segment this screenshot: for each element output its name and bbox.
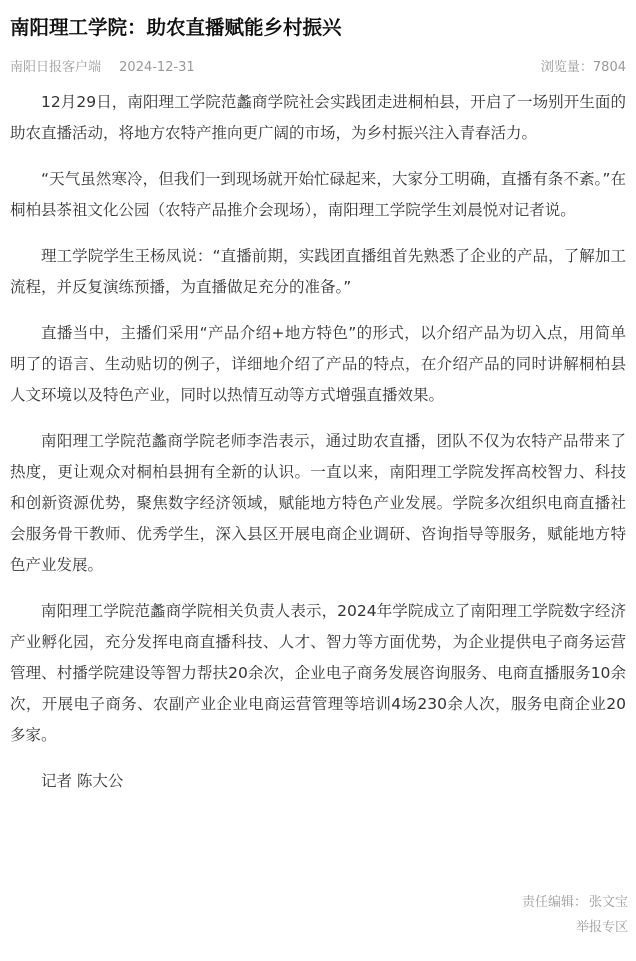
view-count-value: 7804 [592,59,626,75]
paragraph: 直播当中，主播们采用“产品介绍+地方特色”的形式，以介绍产品为切入点，用简单明了的语言、生动贴切的例子，详细地介绍了产品的特点，在介绍产品的同时讲解桐柏县人文环境以及特色产业，同时以热情互动等方式增强直播效果。 [10,324,626,404]
paragraph: 南阳理工学院范蠡商学院相关负责人表示，2024年学院成立了南阳理工学院数字经济产业孵化园，充分发挥电商直播科技、人才、智力等方面优势，为企业提供电子商务运营管理、村播学院建设等智力帮扶20余次，企业电子商务发展咨询服务、电商直播服务10余次，开展电子商务、农副产业企业电商运营管理等培训4场230余人次，服务电商企业20多家。 [10,602,626,744]
view-count [541,56,626,75]
publish-date: 2024-12-31 [119,59,195,75]
paragraph: 理工学院学生王杨凤说：“直播前期，实践团直播组首先熟悉了企业的产品，了解加工流程，并反复演练预播，为直播做足充分的准备。” [10,247,626,296]
paragraph: “天气虽然寒冷，但我们一到现场就开始忙碌起来，大家分工明确，直播有条不紊。”在桐柏县茶祖文化公园（农特产品推介会现场），南阳理工学院学生刘晨悦对记者说。 [10,170,626,219]
meta-left [10,56,195,75]
view-count-label: 浏览量： [540,59,593,75]
report-link[interactable]: 举报专区 [575,920,628,935]
article-footer [522,890,628,940]
responsible-editor [522,890,628,915]
article-meta [10,55,626,75]
editor-name: 张文宝 [588,895,628,910]
source-name: 南阳日报客户端 [10,59,102,75]
editor-label: 责任编辑： [521,895,587,910]
paragraph: 南阳理工学院范蠡商学院老师李浩表示，通过助农直播，团队不仅为农特产品带来了热度，更让观众对桐柏县拥有全新的认识。一直以来，南阳理工学院发挥高校智力、科技和创新资源优势，聚焦数字经济领域，赋能地方特色产业发展。学院多次组织电商直播社会服务骨干教师、优秀学生，深入县区开展电商企业调研、咨询指导等服务，赋能地方特色产业发展。 [10,432,626,574]
reporter-byline: 记者 陈大公 [41,772,124,790]
paragraph: 12月29日，南阳理工学院范蠡商学院社会实践团走进桐柏县，开启了一场别开生面的助农直播活动，将地方农特产推向更广阔的市场，为乡村振兴注入青春活力。 [10,93,626,142]
article-title: 南阳理工学院：助农直播赋能乡村振兴 [10,16,342,39]
article-body [10,87,626,797]
